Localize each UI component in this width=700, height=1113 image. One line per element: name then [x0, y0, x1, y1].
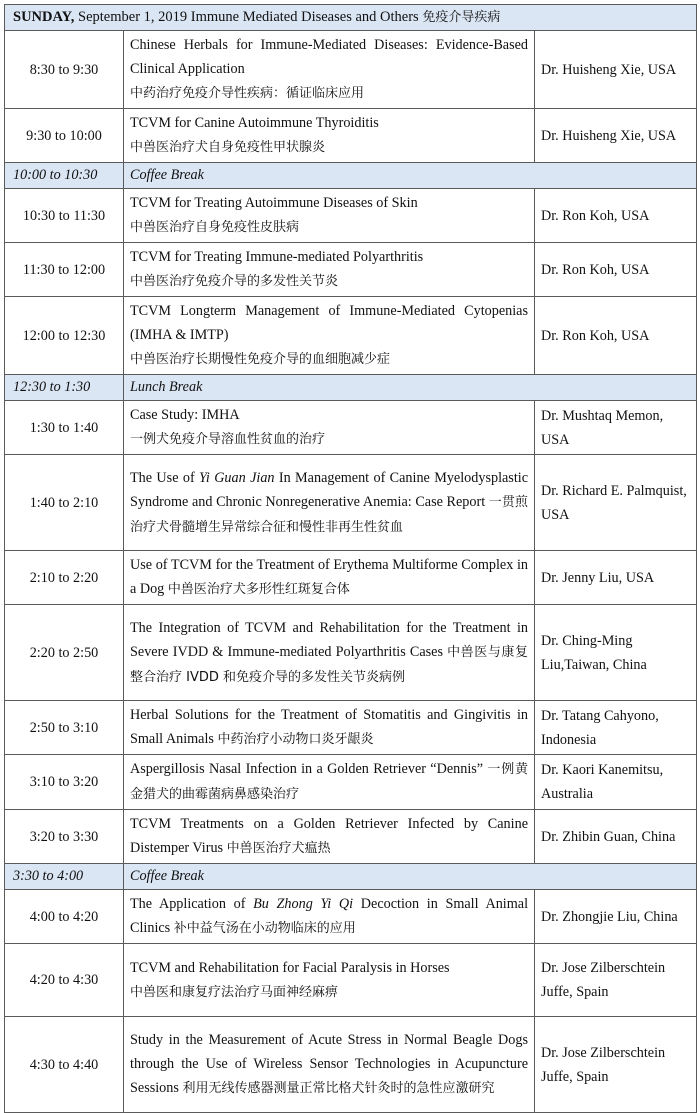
time-cell: 4:00 to 4:20 — [5, 890, 124, 944]
talk-title-chinese: 一贯煎治疗犬骨髓增生异常综合征和慢性非再生性贫血 — [130, 494, 528, 535]
talk-title-end: Decoction in Small Animal Clinics — [130, 896, 529, 936]
talk-title: TCVM for Treating Autoimmune Diseases of Skin — [130, 195, 418, 211]
header-title: September 1, 2019 Immune Mediated Diseases and Others — [74, 9, 419, 25]
talk-title-chinese: 中兽医治疗长期慢性免疫介导的血细胞减少症 — [130, 352, 391, 367]
schedule-header — [5, 5, 697, 31]
title-cell — [124, 297, 535, 375]
talk-title: Chinese Herbals for Immune-Mediated Diseases: Evidence-Based Clinical Application — [130, 37, 528, 77]
speaker-cell: Dr. Huisheng Xie, USA — [535, 109, 697, 163]
break-row — [5, 375, 697, 401]
talk-title-chinese: 补中益气汤在小动物临床的应用 — [173, 921, 356, 936]
speaker-cell: Dr. Jenny Liu, USA — [535, 551, 697, 605]
title-cell — [124, 605, 535, 701]
time-cell: 1:40 to 2:10 — [5, 455, 124, 551]
time-cell: 10:30 to 11:30 — [5, 189, 124, 243]
talk-title-chinese: 中兽医治疗犬多形性红斑复合体 — [167, 582, 350, 597]
time-cell: 3:20 to 3:30 — [5, 810, 124, 864]
table-row — [5, 455, 697, 551]
table-row — [5, 243, 697, 297]
table-row — [5, 551, 697, 605]
table-row — [5, 890, 697, 944]
talk-title: TCVM for Treating Immune-mediated Polyarthritis — [130, 249, 424, 265]
table-row — [5, 1017, 697, 1113]
table-row — [5, 297, 697, 375]
schedule-table — [4, 4, 697, 1113]
speaker-cell: Dr. Ron Koh, USA — [535, 243, 697, 297]
break-label: Lunch Break — [124, 375, 697, 401]
table-row — [5, 189, 697, 243]
time-cell: 12:00 to 12:30 — [5, 297, 124, 375]
table-row — [5, 944, 697, 1017]
talk-title: Herbal Solutions for the Treatment of Stomatitis and Gingivitis in Small Animals — [130, 707, 528, 747]
title-cell — [124, 701, 535, 755]
talk-title-chinese: 一例黄金猎犬的曲霉菌病鼻感染治疗 — [130, 762, 528, 802]
table-row — [5, 31, 697, 109]
speaker-cell: Dr. Zhongjie Liu, China — [535, 890, 697, 944]
table-row — [5, 109, 697, 163]
talk-title: Aspergillosis Nasal Infection in a Golden Retriever “Dennis” — [130, 761, 484, 777]
speaker-cell: Dr. Kaori Kanemitsu, Australia — [535, 755, 697, 810]
talk-title-chinese: 中兽医与康复整合治疗 IVDD 和免疫介导的多发性关节炎病例 — [130, 644, 528, 685]
header-chinese-title: 免疫介导疾病 — [422, 10, 501, 25]
time-cell: 8:30 to 9:30 — [5, 31, 124, 109]
title-cell — [124, 944, 535, 1017]
talk-title: Use of TCVM for the Treatment of Erythema Multiforme Complex in a Dog — [130, 557, 528, 597]
title-cell — [124, 455, 535, 551]
time-cell: 9:30 to 10:00 — [5, 109, 124, 163]
title-cell — [124, 189, 535, 243]
break-row — [5, 864, 697, 890]
talk-title: TCVM and Rehabilitation for Facial Paralysis in Horses — [130, 959, 450, 976]
speaker-cell: Dr. Huisheng Xie, USA — [535, 31, 697, 109]
time-cell: 11:30 to 12:00 — [5, 243, 124, 297]
title-cell — [124, 810, 535, 864]
break-label: Coffee Break — [124, 864, 697, 890]
speaker-cell: Dr. Ching-Ming Liu,Taiwan, China — [535, 605, 697, 701]
speaker-cell: Dr. Jose Zilberschtein Juffe, Spain — [535, 1017, 697, 1113]
talk-title-end: In Management of Canine Myelodysplastic Syndrome and Chronic Nonregenerative Anemia: Case Report — [130, 469, 529, 510]
talk-title: TCVM Treatments on a Golden Retriever Infected by Canine Distemper Virus — [130, 816, 528, 856]
speaker-cell: Dr. Jose Zilberschtein Juffe, Spain — [535, 944, 697, 1017]
break-time-cell: 3:30 to 4:00 — [5, 864, 124, 890]
table-row — [5, 701, 697, 755]
table-row — [5, 401, 697, 455]
time-cell: 2:50 to 3:10 — [5, 701, 124, 755]
talk-title: TCVM for Canine Autoimmune Thyroiditis — [130, 115, 379, 131]
talk-title-chinese: 利用无线传感器测量正常比格犬针灸时的急性应激研究 — [182, 1081, 495, 1096]
break-time-cell: 12:30 to 1:30 — [5, 375, 124, 401]
speaker-cell: Dr. Richard E. Palmquist, USA — [535, 455, 697, 551]
time-cell: 4:20 to 4:30 — [5, 944, 124, 1017]
break-label: Coffee Break — [124, 163, 697, 189]
talk-title-chinese: 中兽医治疗犬自身免疫性甲状腺炎 — [130, 140, 326, 155]
talk-title-chinese: 一例犬免疫介导溶血性贫血的治疗 — [130, 432, 326, 447]
title-cell — [124, 1017, 535, 1113]
table-row — [5, 605, 697, 701]
speaker-cell: Dr. Zhibin Guan, China — [535, 810, 697, 864]
table-row — [5, 755, 697, 810]
title-cell — [124, 31, 535, 109]
talk-title-start: The Application of — [130, 896, 254, 912]
talk-title: The Integration of TCVM and Rehabilitation for the Treatment in Severe IVDD & Immune-mediated Polyarthritis Cases — [130, 619, 528, 660]
title-cell — [124, 890, 535, 944]
talk-title-start: The Use of — [130, 469, 200, 486]
talk-title-chinese: 中兽医和康复疗法治疗马面神经麻痹 — [130, 984, 339, 1000]
break-time-cell: 10:00 to 10:30 — [5, 163, 124, 189]
title-cell — [124, 401, 535, 455]
formula-name: Yi Guan Jian — [199, 469, 275, 486]
title-cell — [124, 243, 535, 297]
header-day: SUNDAY, — [13, 9, 75, 25]
time-cell: 1:30 to 1:40 — [5, 401, 124, 455]
formula-name: Bu Zhong Yi Qi — [253, 896, 354, 912]
talk-title: Case Study: IMHA — [130, 407, 240, 423]
talk-title-chinese: 中兽医治疗免疫介导的多发性关节炎 — [130, 274, 339, 289]
talk-title-chinese: 中药治疗小动物口炎牙龈炎 — [217, 732, 374, 747]
header-cell — [5, 5, 697, 31]
talk-title-chinese: 中兽医治疗犬瘟热 — [226, 841, 331, 856]
speaker-cell: Dr. Ron Koh, USA — [535, 297, 697, 375]
speaker-cell: Dr. Mushtaq Memon, USA — [535, 401, 697, 455]
time-cell: 2:20 to 2:50 — [5, 605, 124, 701]
title-cell — [124, 109, 535, 163]
speaker-cell: Dr. Ron Koh, USA — [535, 189, 697, 243]
time-cell: 2:10 to 2:20 — [5, 551, 124, 605]
talk-title: TCVM Longterm Management of Immune-Mediated Cytopenias (IMHA & IMTP) — [130, 303, 528, 343]
time-cell: 4:30 to 4:40 — [5, 1017, 124, 1113]
title-cell — [124, 551, 535, 605]
talk-title: Study in the Measurement of Acute Stress in Normal Beagle Dogs through the Use of Wireless Sensor Technologies in Acupuncture Sessions — [130, 1032, 528, 1096]
break-row — [5, 163, 697, 189]
speaker-cell: Dr. Tatang Cahyono, Indonesia — [535, 701, 697, 755]
talk-title-chinese: 中药治疗免疫介导性疾病：循证临床应用 — [130, 86, 365, 101]
table-row — [5, 810, 697, 864]
title-cell — [124, 755, 535, 810]
talk-title-chinese: 中兽医治疗自身免疫性皮肤病 — [130, 220, 300, 235]
time-cell: 3:10 to 3:20 — [5, 755, 124, 810]
